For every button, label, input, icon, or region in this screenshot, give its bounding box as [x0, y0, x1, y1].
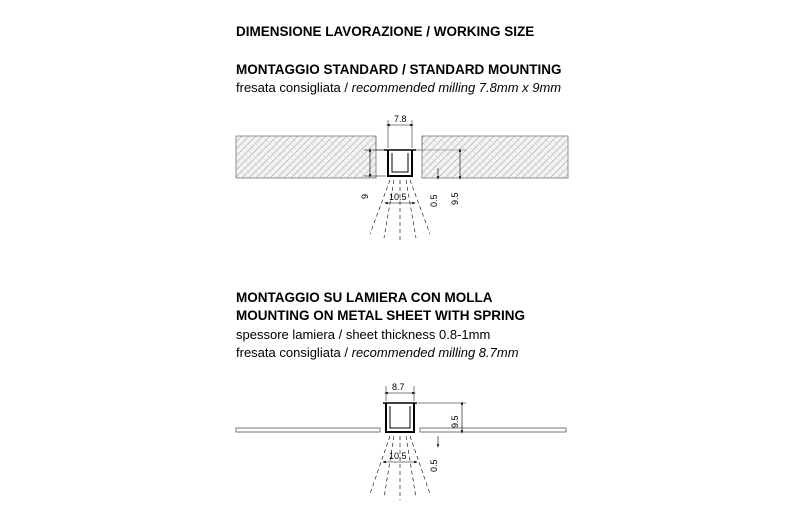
metal-mounting-heading-it: MONTAGGIO SU LAMIERA CON MOLLA	[236, 290, 493, 305]
wood-panel-right	[422, 136, 568, 178]
dim-offset-metal: 0.5	[429, 459, 439, 472]
metal-sheet-mounting-diagram	[236, 382, 566, 500]
metal-milling-it: fresata consigliata /	[236, 345, 352, 360]
sheet-thickness-note: spessore lamiera / sheet thickness 0.8-1mm	[236, 327, 491, 342]
metal-sheet-right	[420, 428, 566, 432]
dim-height: 9.5	[450, 192, 460, 205]
metal-sheet-left	[236, 428, 380, 432]
page-title: DIMENSIONE LAVORAZIONE / WORKING SIZE	[236, 24, 535, 39]
dim-width-metal: 8.7	[392, 382, 405, 392]
standard-milling-en: recommended milling 7.8mm x 9mm	[351, 80, 562, 95]
standard-milling-it: fresata consigliata /	[236, 80, 352, 95]
dim-height-metal: 9.5	[450, 415, 460, 428]
dim-offset: 0.5	[429, 194, 439, 207]
dim-width: 7.8	[394, 114, 407, 124]
standard-mounting-heading: MONTAGGIO STANDARD / STANDARD MOUNTING	[236, 62, 562, 77]
standard-mounting-diagram	[236, 114, 568, 240]
light-beam	[370, 180, 430, 240]
light-beam-metal	[370, 436, 430, 500]
metal-mounting-heading-en: MOUNTING ON METAL SHEET WITH SPRING	[236, 308, 525, 323]
dim-lens: 10.5	[389, 192, 407, 202]
wood-panel-left	[236, 136, 376, 178]
dim-depth: 9	[360, 193, 370, 199]
milling-groove	[376, 136, 422, 150]
metal-milling-en: recommended milling 8.7mm	[351, 345, 519, 360]
dim-lens-metal: 10.5	[389, 451, 407, 461]
